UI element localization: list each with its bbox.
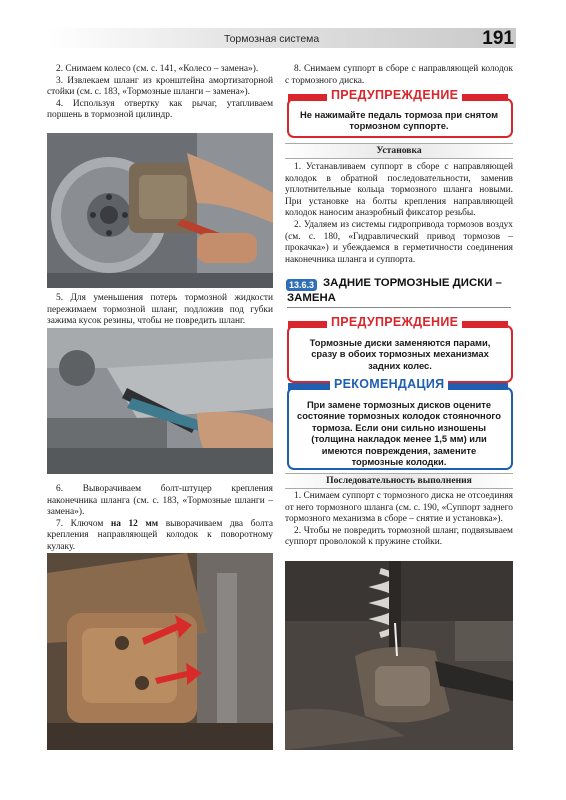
paragraph-bold-part: на 12 мм xyxy=(110,518,159,529)
section-title-line1: ЗАДНИЕ ТОРМОЗНЫЕ ДИСКИ – xyxy=(323,277,502,289)
recommendation-text: При замене тормозных дисков оцените состояние тормозных колодок стояночного тормоза. Если они сильно изношены (толщина накладок менее 1,5 мм) или имеются повреждения, замените тормозные колодки. xyxy=(297,399,501,468)
paragraph xyxy=(47,519,273,554)
left-text-block-3 xyxy=(47,484,273,554)
right-text-block-2 xyxy=(285,162,513,266)
paragraph-part: 7. Ключом xyxy=(56,518,111,529)
paragraph: 2. Снимаем колесо (см. с. 141, «Колесо – замена»). xyxy=(56,64,259,74)
paragraph: 3. Извлекаем шланг из кронштейна амортизаторной стойки (см. с. 183, «Тормозные шланги – замена»). xyxy=(47,75,273,98)
subsection-heading-sequence: Последовательность выполнения xyxy=(285,473,513,489)
left-text-block-1 xyxy=(47,64,273,122)
section-title-line2: ЗАМЕНА xyxy=(287,292,336,304)
paragraph: 6. Выворачиваем болт-штуцер крепления наконечника шланга (см. с. 183, «Тормозные шланги – замена»). xyxy=(47,484,273,518)
photo-brake-disc-screwdriver xyxy=(47,133,273,288)
section-number-badge: 13.6.3 xyxy=(286,279,317,291)
warning-title: ПРЕДУПРЕЖДЕНИЕ xyxy=(327,88,462,102)
running-header-title: Тормозная система xyxy=(224,33,320,45)
warning-text: Не нажимайте педаль тормоза при снятом тормозном суппорте. xyxy=(299,109,499,132)
paragraph-part: выворачиваем два болта крепления направляющей колодок к поворотному кулаку. xyxy=(47,518,273,552)
section-rule xyxy=(287,307,511,308)
warning-title: ПРЕДУПРЕЖДЕНИЕ xyxy=(327,315,462,329)
subsection-heading-installation: Установка xyxy=(285,143,513,159)
recommendation-title: РЕКОМЕНДАЦИЯ xyxy=(330,377,448,391)
paragraph: 2. Чтобы не повредить тормозной шланг, подвязываем суппорт проволокой к пружине стойки. xyxy=(285,525,513,548)
photo-rear-caliper-tied xyxy=(285,561,513,750)
paragraph: 1. Устанавливаем суппорт в сборе с направляющей колодок в обратной последовательности, заменив уплотнительные кольца тормозного шланга новыми. При установке на болты крепления направляющей колодок наносим анаэробный фиксатор резьбы. xyxy=(285,162,513,219)
left-text-block-2 xyxy=(47,293,273,328)
paragraph: 2. Удаляем из системы гидропривода тормозов воздух (см. с. 180, «Гидравлический привод тормозов – прокачка») и убеждаемся в герметичности соединения наконечника шланга и суппорта. xyxy=(285,219,513,265)
paragraph: 1. Снимаем суппорт с тормозного диска не отсоединяя от него тормозного шланга (см. с. 190, «Суппорт заднего тормозного механизма в сборе – снятие и установка»). xyxy=(285,491,513,525)
right-text-block-3 xyxy=(285,491,513,549)
photo-caliper-bolts xyxy=(47,553,273,750)
page-number: 191 xyxy=(482,28,514,49)
photo-hose-clamp xyxy=(47,328,273,474)
paragraph: 8. Снимаем суппорт в сборе с направляющей колодок с тормозного диска. xyxy=(285,64,513,86)
right-text-block-1 xyxy=(285,64,513,87)
paragraph: 5. Для уменьшения потерь тормозной жидкости пережимаем тормозной шланг, подложив под губки зажима кусок резины, чтобы не повредить шланг. xyxy=(47,293,273,327)
paragraph: 4. Используя отвертку как рычаг, утапливаем поршень в тормозной цилиндр. xyxy=(47,98,273,121)
warning-text: Тормозные диски заменяются парами, сразу в обоих тормозных механизмах задних колес. xyxy=(309,337,491,371)
